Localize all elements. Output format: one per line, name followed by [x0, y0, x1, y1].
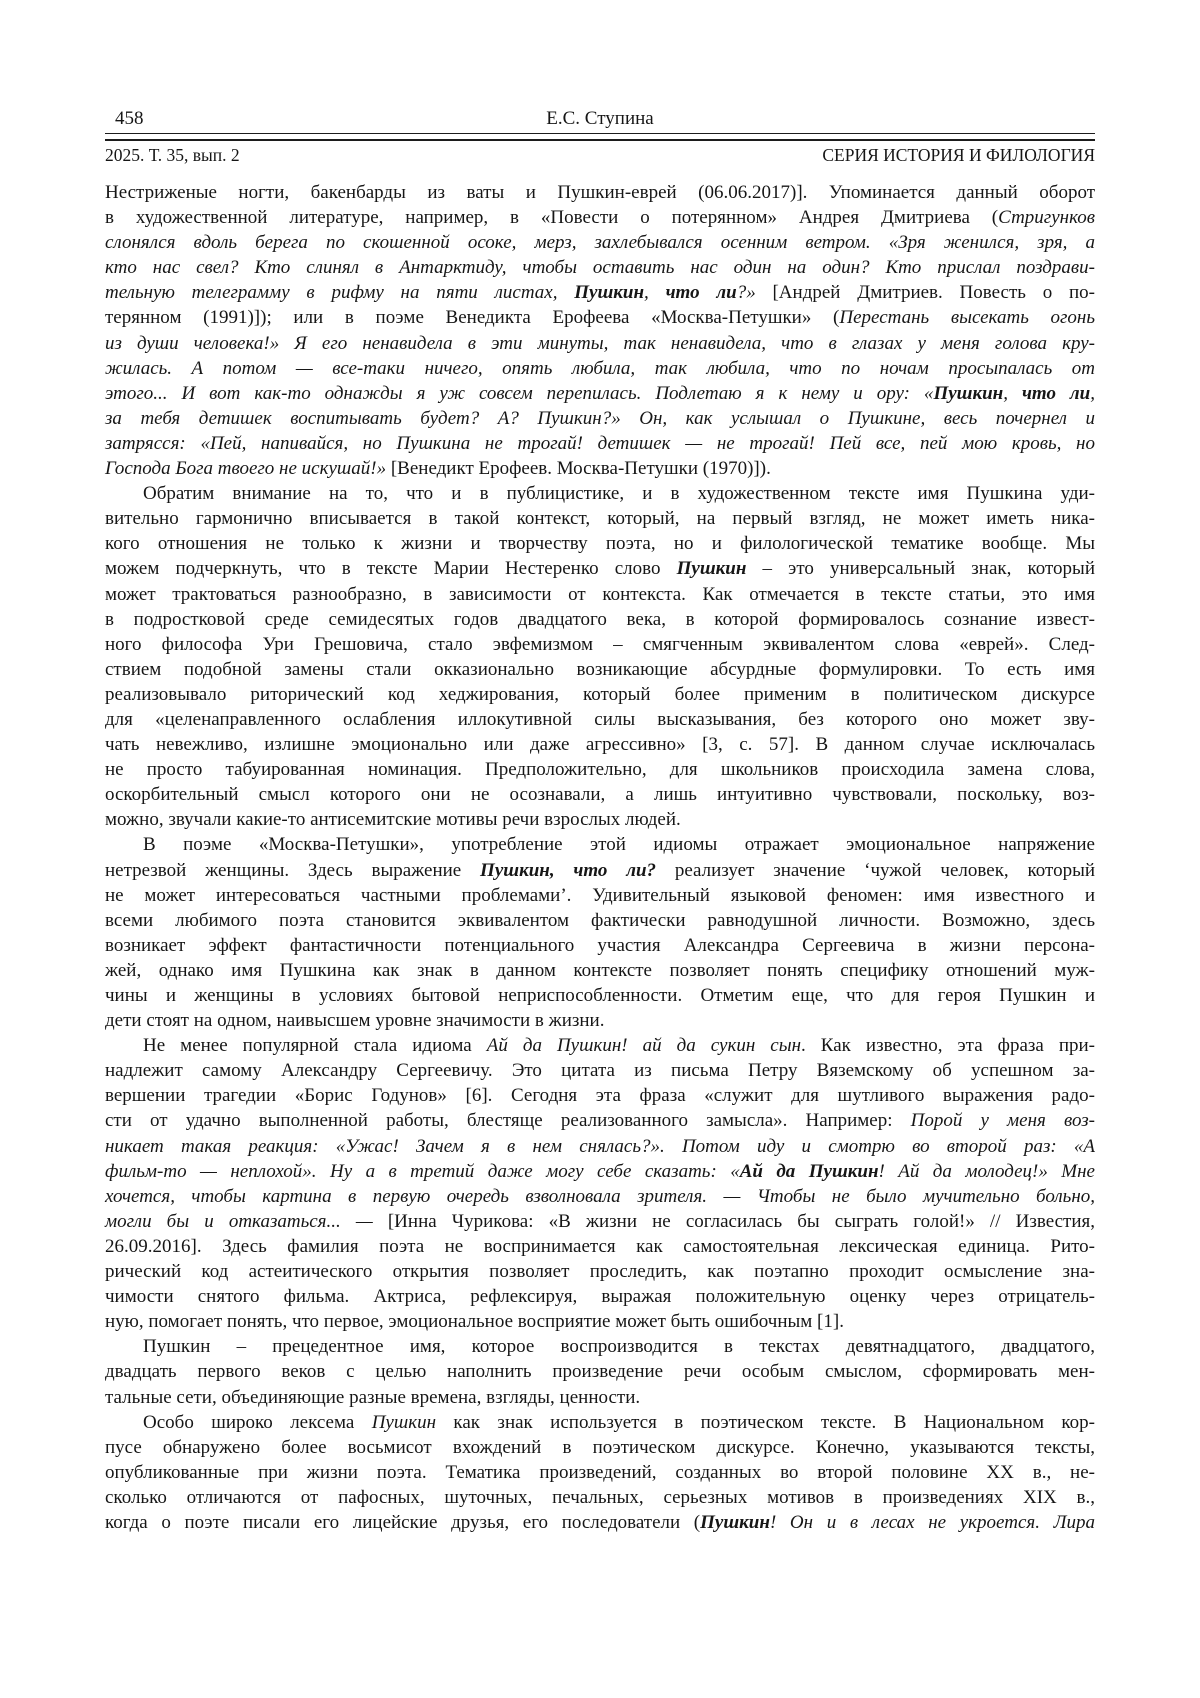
text-segment: Пушкин [700, 1511, 770, 1533]
text-segment: терянном (1991)]); или в поэме Венедикта Ерофеева «Москва-Петушки» ( [105, 307, 840, 329]
text-line [105, 832, 1095, 857]
text-segment: , [1090, 382, 1095, 404]
page-number: 458 [115, 108, 144, 129]
text-line [105, 983, 1095, 1008]
text-segment: за тебя детишек воспитывать будет? А? Пушкин?» Он, как услышал о Пушкине, весь почернел и [105, 407, 1095, 429]
text-segment: ?» [736, 282, 773, 304]
text-segment: хочется, чтобы картина в первую очередь взволновала зрителя. — Чтобы не было мучительно больно, [105, 1185, 1095, 1207]
text-line [105, 456, 1095, 481]
text-line [105, 582, 1095, 607]
text-line [105, 255, 1095, 280]
text-line [105, 632, 1095, 657]
text-segment: могли бы и отказаться... — [105, 1210, 388, 1232]
text-segment: Не менее популярной стала идиома [143, 1035, 487, 1057]
text-segment: ную, помогает понять, что первое, эмоциональное восприятие может быть ошибочным [1]. [105, 1311, 844, 1333]
text-segment: оскорбительный смысл которого они не осознавали, а лишь интуитивно чувствовали, поскольку, воз- [105, 784, 1095, 806]
text-segment: Обратим внимание на то, что и в публицистике, и в художественном тексте имя Пушкина уди- [143, 483, 1095, 505]
text-segment: Порой у меня воз- [910, 1110, 1095, 1132]
text-line [105, 1234, 1095, 1259]
text-segment: можем подчеркнуть, что в тексте Марии Нестеренко слово [105, 558, 677, 580]
text-line [105, 1510, 1095, 1535]
text-segment: кого отношения не только к жизни и творчеству поэта, но и филологической тематике вообще. Мы [105, 533, 1095, 555]
text-line [105, 607, 1095, 632]
text-segment: как знак используется в поэтическом тексте. В Национальном кор- [436, 1411, 1096, 1433]
text-line [105, 230, 1095, 255]
text-line [105, 707, 1095, 732]
text-line [105, 1485, 1095, 1510]
text-segment: реализует значение ‘чужой человек, который [656, 859, 1096, 881]
text-segment: всеми любимого поэта становится эквивалентом фактически равнодушной личности. Возможно, здесь [105, 909, 1095, 931]
text-line [105, 883, 1095, 908]
text-segment: [Андрей Дмитриев. Повесть о по- [772, 282, 1096, 304]
text-segment: [Венедикт Ерофеев. Москва-Петушки (1970)]). [390, 458, 771, 480]
text-segment: чимости снятого фильма. Актриса, рефлексируя, выражая положительную оценку через отрицатель- [105, 1286, 1095, 1308]
text-segment: Пушкин [574, 282, 645, 304]
text-line [105, 1460, 1095, 1485]
text-segment: Перестань высекать огонь [839, 307, 1095, 329]
text-segment: что ли [1021, 382, 1091, 404]
text-line [105, 205, 1095, 230]
text-segment: сколько отличаются от пафосных, шуточных, печальных, серьезных мотивов в произведениях XIX в., [105, 1486, 1095, 1508]
text-segment: , [644, 282, 666, 304]
text-segment: ствием подобной замены стали окказионально возникающие абсурдные формулировки. То есть имя [105, 658, 1095, 680]
text-segment: чины и женщины в условиях бытовой неприспособленности. Отметим еще, что для героя Пушкин и [105, 985, 1095, 1006]
text-line [105, 1108, 1095, 1133]
text-segment: чать невежливо, излишне эмоционально или даже агрессивно» [3, с. 57]. В данном случае исключалась [105, 734, 1095, 756]
text-line [105, 1134, 1095, 1159]
text-segment: опубликованные при жизни поэта. Тематика произведений, созданных во второй половине XX в., не- [105, 1461, 1095, 1483]
text-segment: Особо широко лексема [143, 1411, 372, 1433]
text-line [105, 356, 1095, 381]
text-line [105, 1083, 1095, 1108]
text-line [105, 556, 1095, 581]
text-segment: Нестриженые ногти, бакенбарды из ваты и Пушкин-еврей (06.06.2017)]. Упоминается данный оборот [105, 182, 1095, 203]
text-line [105, 908, 1095, 933]
text-line [105, 1309, 1095, 1334]
text-line [105, 506, 1095, 531]
text-line [105, 858, 1095, 883]
text-line [105, 1284, 1095, 1309]
article-body [105, 180, 1095, 1535]
text-line [105, 757, 1095, 782]
text-segment: надлежит самому Александру Сергеевичу. Это цитата из письма Петру Вяземскому об успешном за- [105, 1060, 1095, 1082]
text-segment: жилась. А потом — все-таки ничего, опять любила, так любила, что по ночам просыпалась от [105, 357, 1095, 379]
text-segment: Пушкин, что ли? [480, 859, 657, 881]
text-line [105, 1033, 1095, 1058]
text-segment: рический код астеитического открытия позволяет проследить, как поэтапно проходит осмысление зна- [105, 1261, 1095, 1283]
text-segment: . Как известно, эта фраза при- [801, 1035, 1096, 1057]
text-line [105, 682, 1095, 707]
text-segment: реализовывало риторический код хеджирования, который более применим в политическом дискурсе [105, 683, 1095, 705]
text-segment: Пушкин [933, 382, 1004, 404]
text-segment: вершении трагедии «Борис Годунов» [6]. Сегодня эта фраза «служит для шутливого выражения радо- [105, 1085, 1095, 1107]
text-segment: Пушкин – прецедентное имя, которое воспроизводится в текстах девятнадцатого, двадцатого, [143, 1336, 1095, 1358]
text-segment: не просто табуированная номинация. Предположительно, для школьников происходила замена слова, [105, 759, 1095, 781]
text-segment: в подростковой среде семидесятых годов двадцатого века, в которой формировалось сознание извест- [105, 608, 1095, 630]
text-segment: Стригунков [998, 207, 1095, 229]
text-line [105, 305, 1095, 330]
text-segment: Господа Бога твоего не искушай!» [105, 458, 391, 480]
header-rule-thin [105, 133, 1095, 134]
series-title: СЕРИЯ ИСТОРИЯ И ФИЛОЛОГИЯ [822, 145, 1095, 165]
text-segment: Ай да Пушкин [739, 1160, 879, 1182]
text-line [105, 1259, 1095, 1284]
text-segment: из души человека!» Я его ненавидела в эти минуты, так ненавидела, что в глазах у меня голова кру- [105, 332, 1095, 354]
text-segment: – это универсальный знак, который [746, 558, 1095, 580]
issue-info: 2025. Т. 35, вып. 2 [105, 145, 240, 165]
text-segment: пусе обнаружено более восьмисот вхождений в поэтическом дискурсе. Конечно, указываются тексты, [105, 1436, 1095, 1458]
text-segment: этого... И вот как-то однажды я уж совсем перепилась. Подлетаю я к нему и ору: « [105, 382, 934, 404]
text-segment: нетрезвой женщины. Здесь выражение [105, 859, 481, 881]
text-segment: может трактоваться разнообразно, в зависимости от контекста. Как отмечается в тексте статьи, это имя [105, 583, 1095, 605]
running-author: Е.С. Ступина [546, 108, 654, 129]
header-rule-thick [105, 139, 1095, 141]
text-segment: дети стоят на одном, наивысшем уровне значимости в жизни. [105, 1010, 605, 1032]
text-segment: ! Он и в лесах не укроется. Лира [769, 1511, 1095, 1533]
text-segment: ного философа Ури Грешовича, стало эвфемизмом – смягченным эквивалентом слова «еврей». След- [105, 633, 1095, 655]
text-segment: никает такая реакция: «Ужас! Зачем я в нем снялась?». Потом иду и смотрю во второй раз: «А [105, 1135, 1095, 1157]
text-segment: для «целенаправленного ослабления иллокутивной силы высказывания, без которого оно может зву- [105, 708, 1095, 730]
text-line [105, 1385, 1095, 1410]
text-segment: , [1003, 382, 1022, 404]
text-segment: когда о поэте писали его лицейские друзья, его последователи ( [105, 1511, 701, 1533]
text-segment: Пушкин [371, 1411, 437, 1433]
text-segment: 26.09.2016]. Здесь фамилия поэта не воспринимается как самостоятельная лексическая единица. Рито- [105, 1235, 1095, 1257]
text-line [105, 1410, 1095, 1435]
text-line [105, 180, 1095, 205]
text-segment: фильм-то — неплохой». Ну а в третий даже могу себе сказать: « [105, 1160, 740, 1182]
text-segment: [Инна Чурикова: «В жизни не согласилась бы сыграть голой!» // Известия, [387, 1210, 1095, 1232]
text-line [105, 1359, 1095, 1384]
text-segment: вительно гармонично вписывается в такой контекст, который, на первый взгляд, не может иметь ника- [105, 508, 1095, 530]
text-segment: Пушкин [676, 558, 747, 580]
text-line [105, 1209, 1095, 1234]
text-line [105, 933, 1095, 958]
text-segment: кто нас свел? Кто слинял в Антарктиду, чтобы оставить нас один на один? Кто прислал поздрави- [105, 257, 1095, 279]
text-segment: можно, звучали какие-то антисемитские мотивы речи взрослых людей. [105, 809, 681, 831]
text-line [105, 280, 1095, 305]
text-line [105, 481, 1095, 506]
text-line [105, 381, 1095, 406]
text-segment: в художественной литературе, например, в «Повести о потерянном» Андрея Дмитриева ( [105, 207, 999, 229]
text-line [105, 431, 1095, 456]
text-segment: тальные сети, объединяющие разные времена, взгляды, ценности. [105, 1386, 641, 1408]
running-head [105, 106, 1095, 132]
text-segment: В поэме «Москва-Петушки», употребление этой идиомы отражает эмоциональное напряжение [143, 834, 1095, 856]
text-line [105, 782, 1095, 807]
text-line [105, 1184, 1095, 1209]
text-line [105, 657, 1095, 682]
text-segment: не может интересоваться частными проблемами’. Удивительный языковой феномен: имя известного и [105, 884, 1095, 906]
text-line [105, 807, 1095, 832]
text-line [105, 1159, 1095, 1184]
text-line [105, 958, 1095, 983]
text-segment: затрясся: «Пей, напивайся, но Пушкина не трогай! детишек — не трогай! Пей все, пей мою кровь, но [105, 432, 1095, 454]
text-line [105, 1058, 1095, 1083]
text-line [105, 732, 1095, 757]
text-segment: слонялся вдоль берега по скошенной осоке, мерз, захлебывался осенним ветром. «Зря женился, зря, а [105, 232, 1095, 254]
text-segment: двадцать первого веков с целью наполнить произведение речи особым смыслом, сформировать мен- [105, 1361, 1095, 1383]
text-line [105, 1435, 1095, 1460]
text-segment: жей, однако имя Пушкина как знак в данном контексте позволяет понять специфику отношений муж- [105, 959, 1095, 981]
text-line [105, 1334, 1095, 1359]
text-segment: возникает эффект фантастичности потенциального участия Александра Сергеевича в жизни персона- [105, 934, 1095, 956]
text-line [105, 406, 1095, 431]
text-segment: тельную телеграмму в рифму на пяти листах, [105, 282, 575, 304]
text-segment: сти от удачно выполненной работы, блестяще реализованного замысла». Например: [105, 1110, 911, 1132]
text-line [105, 531, 1095, 556]
running-head-secondary [105, 143, 1095, 168]
text-line [105, 331, 1095, 356]
text-segment: Ай да Пушкин! ай да сукин сын [486, 1035, 802, 1057]
text-line [105, 1008, 1095, 1033]
text-segment: что ли [665, 282, 737, 304]
text-segment: ! Ай да молодец!» Мне [878, 1160, 1095, 1182]
